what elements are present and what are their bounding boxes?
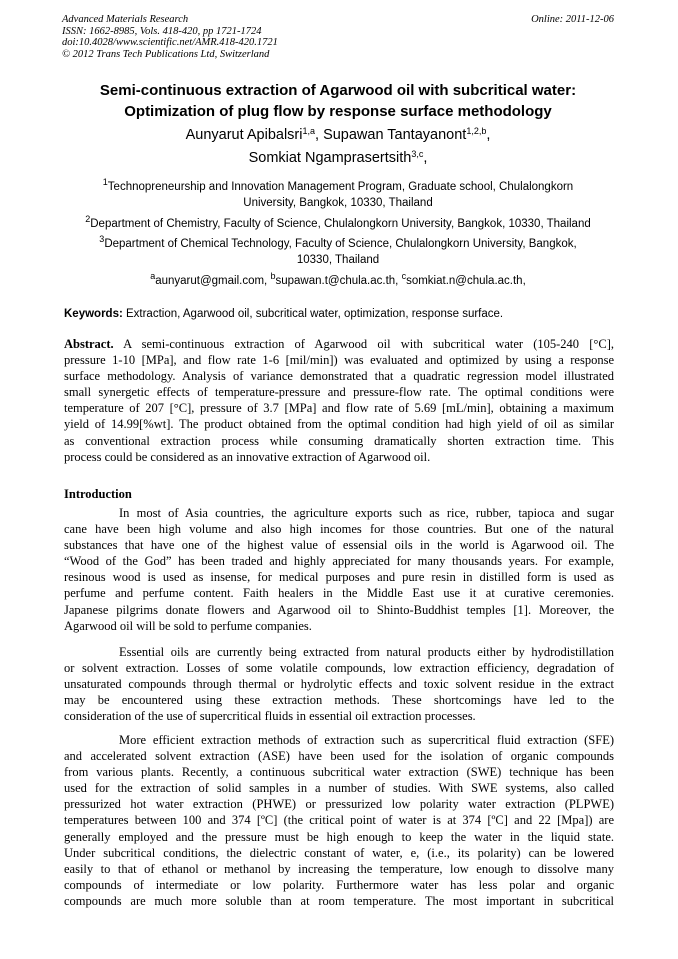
paragraph-line: In most of Asia countries, the agriculture exports such as rice, rubber, tapioca and sugar <box>119 506 614 520</box>
abstract-line: process could be considered as an innovative extraction of Agarwood oil. <box>64 449 431 464</box>
paragraph-line: easily to that of ethanol or methanol by increasing the temperature, low enough to dissolve many <box>64 861 614 876</box>
paragraph-line: Agarwood oil will be sold to perfume companies. <box>64 618 312 633</box>
journal-header <box>62 14 278 60</box>
paragraph-line: Japanese pilgrims donate flowers and Agarwood oil to Shinto-Buddhist temples [1]. Moreover, the <box>64 602 614 617</box>
journal-issn: ISSN: 1662-8985, Vols. 418-420, pp 1721-1724 <box>62 25 262 37</box>
affiliation-2 <box>62 216 614 232</box>
paragraph-line: perfume and perfume content. Faith healers in the Middle East use it at curative ceremonies. <box>64 586 614 601</box>
journal-copyright: © 2012 Trans Tech Publications Ltd, Switzerland <box>62 48 270 60</box>
paragraph-line: and accelerated solvent extraction (ASE) have been used for the isolation of organic compounds <box>64 749 614 764</box>
email-marker: a <box>150 271 156 281</box>
abstract-line: as conventional extraction process while consuming dramatically shorten extraction time. This <box>64 433 614 448</box>
paragraph-line: unsaturated compounds through thermal or hydrolytic effects and toxic solvent residue in the extract <box>64 677 614 692</box>
abstract-text: A semi-continuous extraction of Agarwood oil with subcritical water (105-240 [°C], <box>113 337 614 351</box>
email-marker: c <box>401 271 407 281</box>
paragraph-line: or solvent extraction. Losses of some volatile compounds, low extraction efficiency, degradation of <box>64 661 614 676</box>
intro-paragraph-3 <box>64 732 614 909</box>
abstract-line: pressure 1-10 [MPa], and flow rate 1-6 [mil/min]) was evaluated and optimized by using a response <box>64 353 614 368</box>
author-emails <box>62 273 614 289</box>
author-affiliation-marker: 1,2,b <box>466 126 487 136</box>
paragraph-line: Under subcritical conditions, the dielectric constant of water, e, (i.e., its polarity) can be lowered <box>64 845 614 860</box>
affiliation-text: University, Bangkok, 10330, Thailand <box>243 197 433 209</box>
abstract <box>64 336 614 465</box>
keywords-text: Extraction, Agarwood oil, subcritical water, optimization, response surface. <box>122 308 504 320</box>
abstract-line: temperature of 207 [°C], pressure of 3.7 [MPa] and flow rate of 5.69 [mL/min], obtaining a maximum <box>64 401 614 416</box>
paragraph-line: used for the extraction of solid samples in a number of studies. With SWE systems, also called <box>64 781 614 796</box>
email-address: somkiat.n@chula.ac.th, <box>406 275 526 287</box>
affiliation-text: 10330, Thailand <box>296 254 380 266</box>
intro-paragraph-2 <box>64 644 614 724</box>
online-date: Online: 2011-12-06 <box>531 14 614 25</box>
affiliation-3 <box>62 236 614 268</box>
author-affiliation-marker: 1,a <box>302 126 315 136</box>
keywords-label: Keywords: <box>64 308 123 320</box>
abstract-line: yield of 14.99[%wt]. The product obtained from the optimal condition had high yield of oil as similar <box>64 417 614 432</box>
email-address: supawan.t@chula.ac.th, <box>275 275 402 287</box>
paragraph-line: pressurized hot water extraction (PHWE) or pressurized low polarity water extraction (PLPWE) <box>64 797 614 812</box>
paragraph-line: compounds are much more soluble than at room temperature. The most important in subcritical <box>64 893 614 908</box>
author-list <box>62 124 614 170</box>
paper-title <box>62 80 614 122</box>
title-line-1: Semi-continuous extraction of Agarwood oil with subcritical water: <box>99 82 577 99</box>
paragraph-line: compounds of intermediate or low polarity. Furthermore water has less polar and organic <box>64 877 614 892</box>
paragraph-line: consideration of the use of supercritical fluids in essential oil extraction processes. <box>64 709 476 724</box>
title-line-2: Optimization of plug flow by response surface methodology <box>124 103 552 120</box>
affiliation-text: Technopreneurship and Innovation Management Program, Graduate school, Chulalongkorn <box>107 181 574 193</box>
paragraph-line: “Wood of the God” has been traded and highly appreciated for many thousands years. For example, <box>64 554 614 569</box>
author-separator: , <box>315 127 324 143</box>
email-address: aunyarut@gmail.com, <box>155 275 271 287</box>
affiliation-1 <box>62 179 614 211</box>
paragraph-line: substances that have one of the highest value of essensial oils in the world is Agarwood oil. The <box>64 538 614 553</box>
section-heading-introduction: Introduction <box>64 487 132 501</box>
email-marker: b <box>270 271 276 281</box>
paragraph-line: resinous wood is used as insense, for medical purposes and pure resin in distilled form is used as <box>64 570 614 585</box>
abstract-line: surface methodology. Analysis of variance demonstrated that a quadratic regression model illustrated <box>64 369 614 384</box>
author-name: Supawan Tantayanont <box>323 127 467 143</box>
affiliation-text: Department of Chemical Technology, Faculty of Science, Chulalongkorn University, Bangkok, <box>104 238 577 250</box>
paragraph-line: Essential oils are currently being extracted from natural products either by hydrodistillation <box>119 645 614 659</box>
author-affiliation-marker: 3,c <box>411 149 424 159</box>
intro-paragraph-1 <box>64 505 614 634</box>
affiliation-marker: 3 <box>99 234 105 244</box>
journal-doi: doi:10.4028/www.scientific.net/AMR.418-420.1721 <box>62 37 278 48</box>
affiliation-marker: 1 <box>102 177 108 187</box>
author-separator: , <box>423 150 428 166</box>
paragraph-line: temperatures between 100 and 374 [ºC] (the critical point of water is at 374 [ºC] and 22 [Mpa]) are <box>64 813 614 828</box>
abstract-line: small synergetic effects of temperature-pressure and pressure-flow rate. The optimal conditions were <box>64 385 614 400</box>
author-line-2 <box>62 147 614 170</box>
abstract-label: Abstract. <box>64 337 114 351</box>
journal-name: Advanced Materials Research <box>62 14 189 25</box>
author-line-1 <box>62 124 614 147</box>
paragraph-line: More efficient extraction methods of extraction such as supercritical fluid extraction (SFE) <box>119 733 614 747</box>
affiliation-text: Department of Chemistry, Faculty of Science, Chulalongkorn University, Bangkok, 10330, Thailand <box>90 218 591 230</box>
affiliation-marker: 2 <box>85 214 91 224</box>
paragraph-line: cane have been high volume and also high incomes for those countries. But one of the natural <box>64 522 614 537</box>
paragraph-line: from various plants. Recently, a continuous subcritical water extraction (SWE) technique has been <box>64 765 614 780</box>
author-name: Somkiat Ngamprasertsith <box>248 150 412 166</box>
paragraph-line: generally employed and the pressure must be high enough to keep the water in the liquid state. <box>64 829 614 844</box>
keywords <box>64 306 614 322</box>
paragraph-line: may be encountered using these extraction methods. These shortcomings have led to the <box>64 693 614 708</box>
author-separator: , <box>486 127 491 143</box>
author-name: Aunyarut Apibalsri <box>185 127 303 143</box>
abstract-line <box>64 336 614 352</box>
